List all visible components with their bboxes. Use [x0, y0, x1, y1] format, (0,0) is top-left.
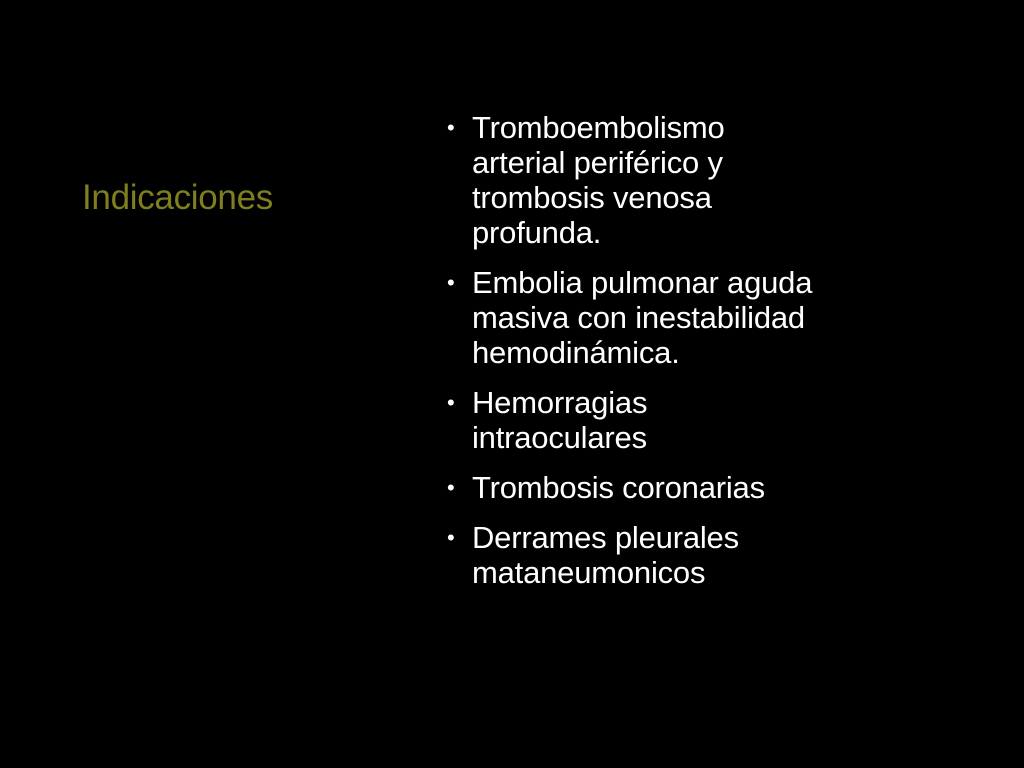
bullet-item-trombosis-coronarias	[446, 470, 1006, 505]
bullet-item-embolia	[446, 265, 1006, 370]
bullet-text: Trombosis coronarias	[472, 470, 765, 505]
bullet-text: Tromboembolismo arterial periférico y trombosis venosa profunda.	[472, 110, 725, 250]
bullet-item-tromboembolismo	[446, 110, 1006, 250]
bullet-dot-icon: •	[447, 390, 455, 415]
bullet-dot-icon: •	[447, 115, 455, 140]
slide-title: Indicaciones	[82, 178, 273, 217]
bullet-item-derrames	[446, 520, 1006, 590]
bullet-item-hemorragias	[446, 385, 1006, 455]
bullet-dot-icon: •	[447, 475, 455, 500]
bullet-list	[446, 110, 1006, 605]
bullet-dot-icon: •	[447, 270, 455, 295]
bullet-text: Hemorragias intraoculares	[472, 385, 648, 455]
bullet-dot-icon: •	[447, 525, 455, 550]
bullet-text: Derrames pleurales mataneumonicos	[472, 520, 739, 590]
bullet-text: Embolia pulmonar aguda masiva con inestabilidad hemodinámica.	[472, 265, 813, 370]
